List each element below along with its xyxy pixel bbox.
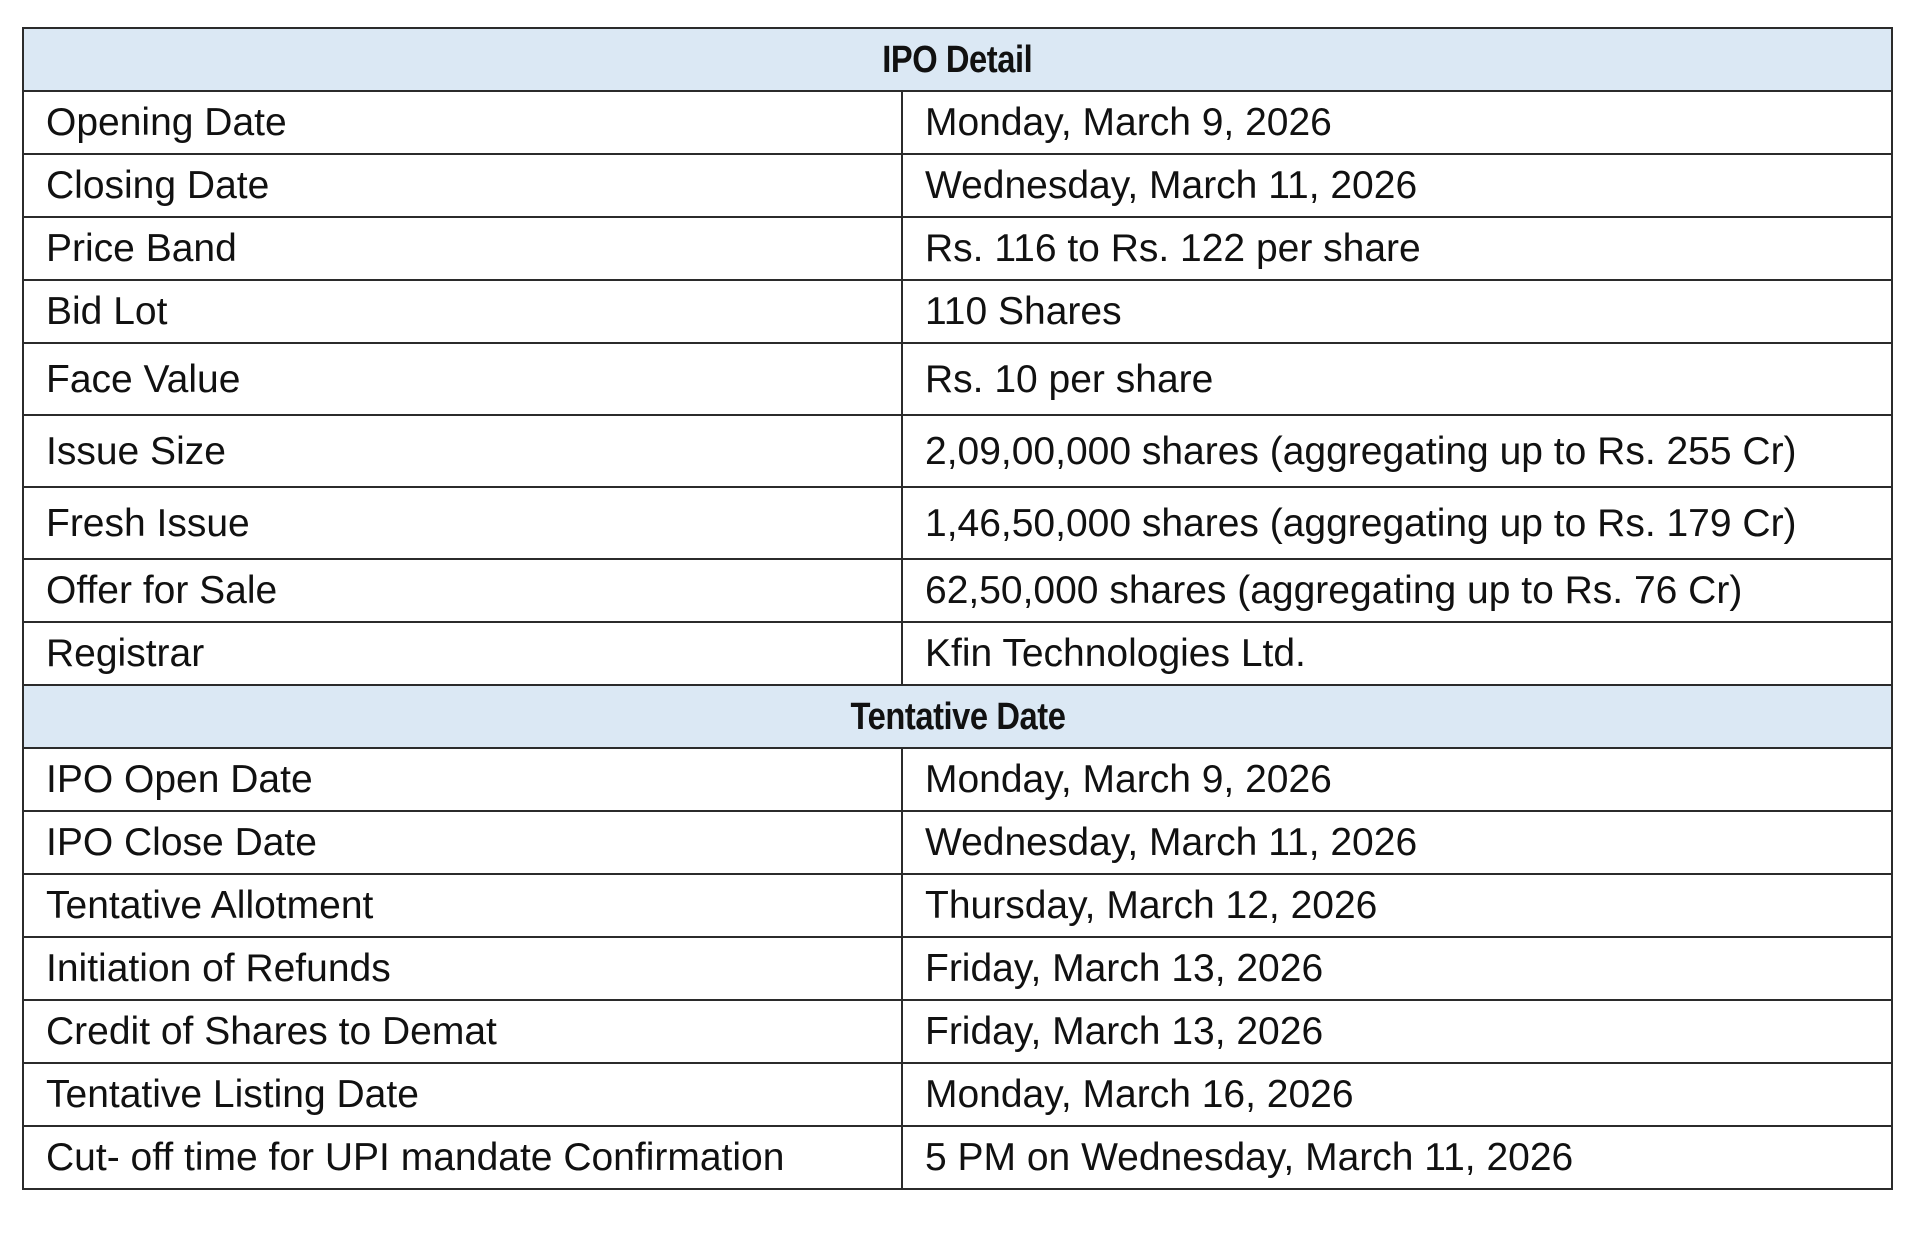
table-row: [23, 559, 1892, 622]
section-title: [23, 28, 1892, 91]
row-label: Tentative Listing Date: [23, 1063, 902, 1126]
row-value: Monday, March 9, 2026: [902, 91, 1892, 154]
row-label: Opening Date: [23, 91, 902, 154]
row-label: IPO Open Date: [23, 748, 902, 811]
row-value: Friday, March 13, 2026: [902, 1000, 1892, 1063]
table-row: [23, 343, 1892, 415]
row-label: Registrar: [23, 622, 902, 685]
row-value: 1,46,50,000 shares (aggregating up to Rs. 179 Cr): [902, 487, 1892, 559]
table-row: [23, 280, 1892, 343]
row-value: Monday, March 16, 2026: [902, 1063, 1892, 1126]
section-header-ipo-detail: [23, 28, 1892, 91]
row-value: Monday, March 9, 2026: [902, 748, 1892, 811]
row-label: IPO Close Date: [23, 811, 902, 874]
row-label: Fresh Issue: [23, 487, 902, 559]
row-value: 5 PM on Wednesday, March 11, 2026: [902, 1126, 1892, 1189]
row-label: Cut- off time for UPI mandate Confirmation: [23, 1126, 902, 1189]
row-value: 2,09,00,000 shares (aggregating up to Rs. 255 Cr): [902, 415, 1892, 487]
table-row: [23, 811, 1892, 874]
row-label: Offer for Sale: [23, 559, 902, 622]
table-row: [23, 1063, 1892, 1126]
table-row: [23, 874, 1892, 937]
row-value: 62,50,000 shares (aggregating up to Rs. 76 Cr): [902, 559, 1892, 622]
row-label: Face Value: [23, 343, 902, 415]
section-title: [23, 685, 1892, 748]
table-row: [23, 1000, 1892, 1063]
row-label: Initiation of Refunds: [23, 937, 902, 1000]
row-value: Rs. 10 per share: [902, 343, 1892, 415]
row-value: Thursday, March 12, 2026: [902, 874, 1892, 937]
table-row: [23, 937, 1892, 1000]
table-row: [23, 415, 1892, 487]
row-value: Rs. 116 to Rs. 122 per share: [902, 217, 1892, 280]
table-row: [23, 154, 1892, 217]
row-value: Wednesday, March 11, 2026: [902, 154, 1892, 217]
table-row: [23, 748, 1892, 811]
section-header-tentative-date: [23, 685, 1892, 748]
table-row: [23, 217, 1892, 280]
table-row: [23, 91, 1892, 154]
ipo-detail-table: [22, 27, 1893, 1190]
row-value: Wednesday, March 11, 2026: [902, 811, 1892, 874]
row-value: 110 Shares: [902, 280, 1892, 343]
table-row: [23, 1126, 1892, 1189]
row-label: Price Band: [23, 217, 902, 280]
row-label: Bid Lot: [23, 280, 902, 343]
row-label: Closing Date: [23, 154, 902, 217]
table-row: [23, 487, 1892, 559]
row-label: Issue Size: [23, 415, 902, 487]
row-value: Friday, March 13, 2026: [902, 937, 1892, 1000]
table-row: [23, 622, 1892, 685]
section-title-text: Tentative Date: [850, 695, 1065, 738]
section-title-text: IPO Detail: [882, 38, 1033, 81]
row-value: Kfin Technologies Ltd.: [902, 622, 1892, 685]
row-label: Credit of Shares to Demat: [23, 1000, 902, 1063]
row-label: Tentative Allotment: [23, 874, 902, 937]
